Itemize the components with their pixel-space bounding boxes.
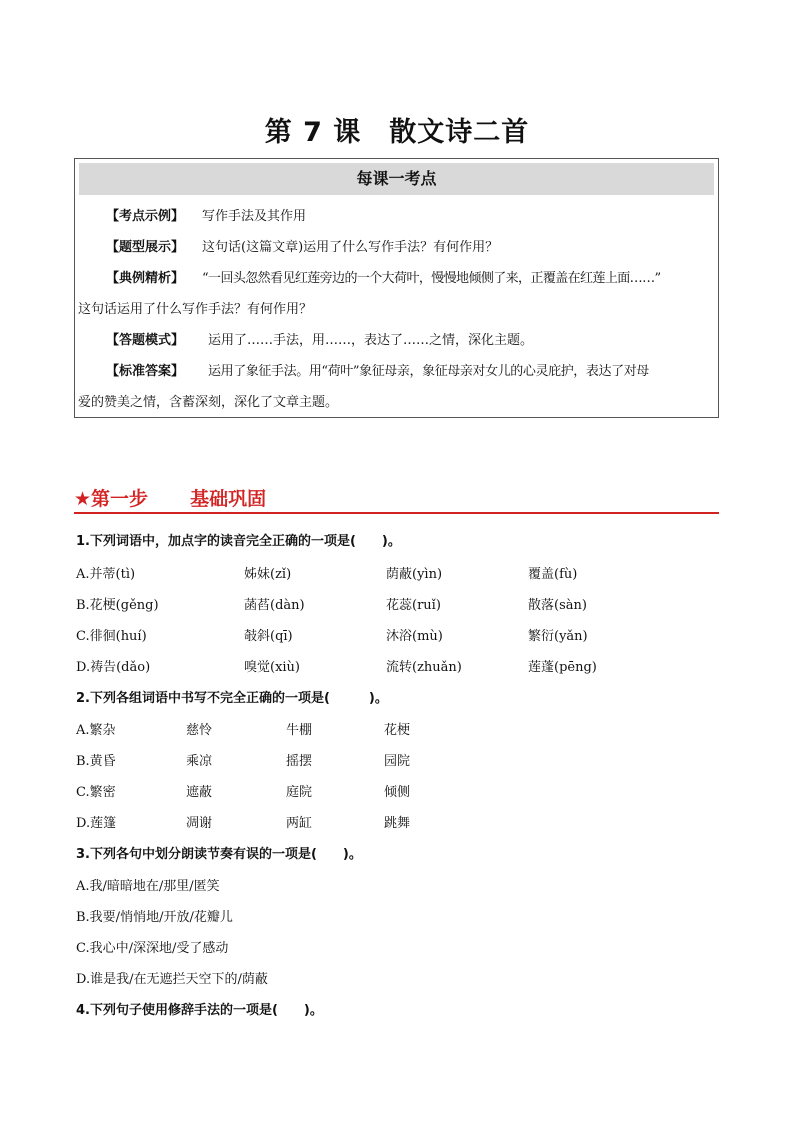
key-point-row	[78, 356, 715, 387]
q2-option: 遮蔽	[186, 785, 213, 800]
q1-option: 覆盖(fù)	[528, 567, 578, 582]
question-3: 3.下列各句中划分朗读节奏有误的一项是( )。	[76, 847, 362, 862]
key-point-box	[74, 158, 719, 418]
q1-option: 沐浴(mù)	[386, 629, 443, 644]
key-point-heading: 每课一考点	[79, 163, 714, 195]
q1-option: 繁衍(yǎn)	[528, 629, 588, 644]
q1-option: D.祷告(dǎo)	[76, 660, 151, 675]
q2-option: 花梗	[384, 723, 411, 738]
row-tag: 【典例精析】	[106, 271, 185, 286]
q1-option: 姊妹(zǐ)	[244, 567, 292, 582]
q2-option: 牛棚	[286, 723, 313, 738]
row-text: 这句话(这篇文章)运用了什么写作手法？有何作用？	[202, 240, 499, 255]
row-text: 运用了象征手法。用“荷叶”象征母亲，象征母亲对女儿的心灵庇护，表达了对母	[208, 364, 649, 379]
question-2: 2.下列各组词语中书写不完全正确的一项是( )。	[76, 691, 388, 706]
q2-option: C.繁密	[76, 785, 116, 800]
q1-option: A.并蒂(tì)	[76, 567, 136, 582]
key-point-row	[78, 232, 715, 263]
q2-option: 两缸	[286, 816, 313, 831]
key-point-row	[78, 201, 715, 232]
row-continuation: 这句话运用了什么写作手法？有何作用？	[78, 302, 313, 317]
key-point-body	[75, 195, 718, 418]
q1-option: 嗅觉(xiù)	[244, 660, 301, 675]
q2-option: 跳舞	[384, 816, 411, 831]
page-title: 第 7 课 散文诗二首	[264, 117, 530, 148]
q1-option: 流转(zhuǎn)	[386, 660, 462, 675]
q1-option: 菡萏(dàn)	[244, 598, 305, 613]
q3-option: C.我心中/深深地/受了感动	[76, 941, 229, 956]
q1-option: 攲斜(qī)	[244, 629, 293, 644]
q2-option: 园院	[384, 754, 411, 769]
q2-option: 乘凉	[186, 754, 213, 769]
q1-option: 散落(sàn)	[528, 598, 587, 613]
row-text: 写作手法及其作用	[202, 209, 307, 224]
q2-option: 慈怜	[186, 723, 213, 738]
section-heading	[74, 484, 719, 514]
row-tag: 【答题模式】	[106, 333, 185, 348]
star-icon: ★	[74, 488, 92, 510]
row-continuation: 爱的赞美之情，含蓄深刻，深化了文章主题。	[78, 395, 339, 410]
q1-option: 花蕊(ruǐ)	[386, 598, 441, 613]
key-point-row	[78, 263, 715, 294]
row-tag: 【题型展示】	[106, 240, 185, 255]
q2-option: 凋谢	[186, 816, 213, 831]
q3-option: D.谁是我/在无遮拦天空下的/荫蔽	[76, 972, 268, 987]
q1-option: 荫蔽(yìn)	[386, 567, 443, 582]
row-text: 运用了……手法，用……，表达了……之情，深化主题。	[208, 333, 534, 348]
q2-option: 倾侧	[384, 785, 411, 800]
question-1: 1.下列词语中，加点字的读音完全正确的一项是( )。	[76, 534, 401, 549]
q2-option: 庭院	[286, 785, 313, 800]
q1-option: C.徘徊(huí)	[76, 629, 147, 644]
section-step: 第一步	[91, 488, 149, 510]
question-4: 4.下列句子使用修辞手法的一项是( )。	[76, 1003, 323, 1018]
q2-option: B.黄昏	[76, 754, 116, 769]
row-tag: 【考点示例】	[106, 209, 185, 224]
key-point-row	[78, 325, 715, 356]
q3-option: B.我要/悄悄地/开放/花瓣儿	[76, 910, 233, 925]
section-name: 基础巩固	[190, 488, 267, 510]
q1-option: B.花梗(gěng)	[76, 598, 159, 613]
q2-option: 摇摆	[286, 754, 313, 769]
row-tag: 【标准答案】	[106, 364, 185, 379]
q2-option: A.繁杂	[76, 723, 116, 738]
q2-option: D.莲篷	[76, 816, 117, 831]
q1-option: 莲蓬(pēng)	[528, 660, 597, 675]
row-text: “一回头忽然看见红莲旁边的一个大荷叶，慢慢地倾侧了来，正覆盖在红莲上面……”	[202, 271, 661, 286]
q3-option: A.我/暗暗地在/那里/匿笑	[76, 879, 220, 894]
